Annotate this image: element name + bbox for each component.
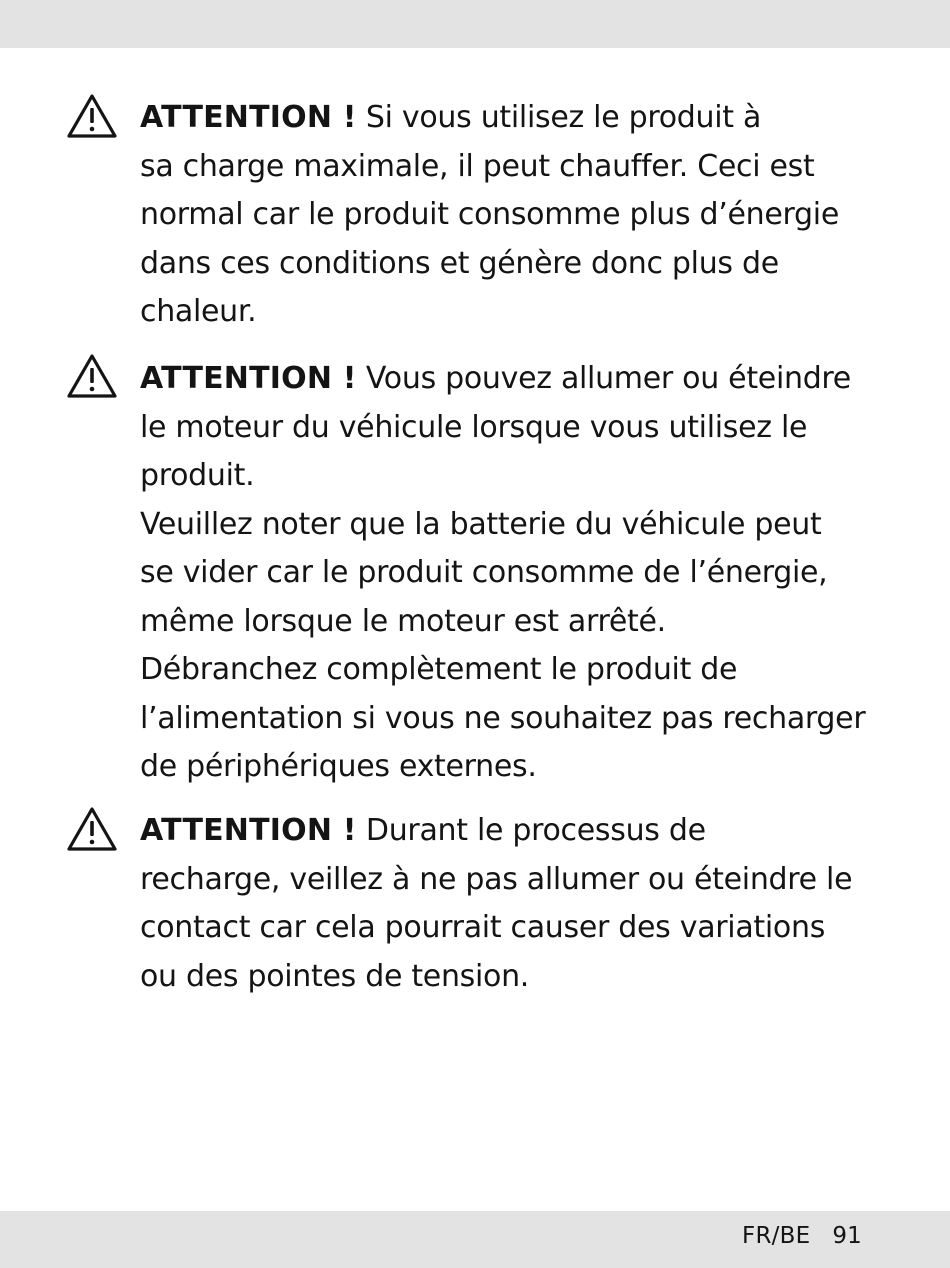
notice-text: se vider car le produit consomme de l’énergie, [140,555,828,590]
attention-label: ATTENTION ! [140,361,357,396]
notice-text: dans ces conditions et génère donc plus de [140,245,779,281]
notice-first-line [140,94,900,143]
warning-triangle-icon [66,806,118,852]
notice-text: Débranchez complètement le produit de [140,652,738,687]
notice-text: même lorsque le moteur est arrêté. [140,603,666,639]
notice-text: chaleur. [140,294,257,329]
attention-label: ATTENTION ! [140,100,357,135]
warning-triangle-icon [66,93,118,139]
warning-notice-2 [140,355,900,792]
notice-text: produit. [140,458,255,493]
notice-text: de périphériques externes. [140,749,537,784]
notice-text: sa charge maximale, il peut chauffer. Ceci est [140,148,815,184]
notice-text: contact car cela pourrait causer des variations [140,910,826,945]
page-footer [742,1223,862,1249]
warning-triangle-icon [66,353,118,399]
notice-text: recharge, veillez à ne pas allumer ou éteindre le [140,861,853,897]
warning-notice-3 [140,807,900,1001]
notice-text: normal car le produit consomme plus d’énergie [140,197,839,232]
notice-text: Veuillez noter que la batterie du véhicule peut [140,506,822,542]
notice-first-line [140,355,900,404]
notice-first-line [140,807,900,856]
notice-text: Si vous utilisez le produit à [356,100,762,135]
page-header-bar [0,0,950,48]
notice-text: Vous pouvez allumer ou éteindre [356,361,851,396]
notice-text: le moteur du véhicule lorsque vous utilisez le [140,409,808,445]
notice-text: ou des pointes de tension. [140,958,530,994]
notice-text: Durant le processus de [356,813,706,848]
warning-notice-1 [140,94,900,337]
footer-locale: FR/BE [742,1223,811,1249]
page-number: 91 [832,1223,862,1249]
notice-text: l’alimentation si vous ne souhaitez pas recharger [140,700,866,736]
attention-label: ATTENTION ! [140,813,357,848]
